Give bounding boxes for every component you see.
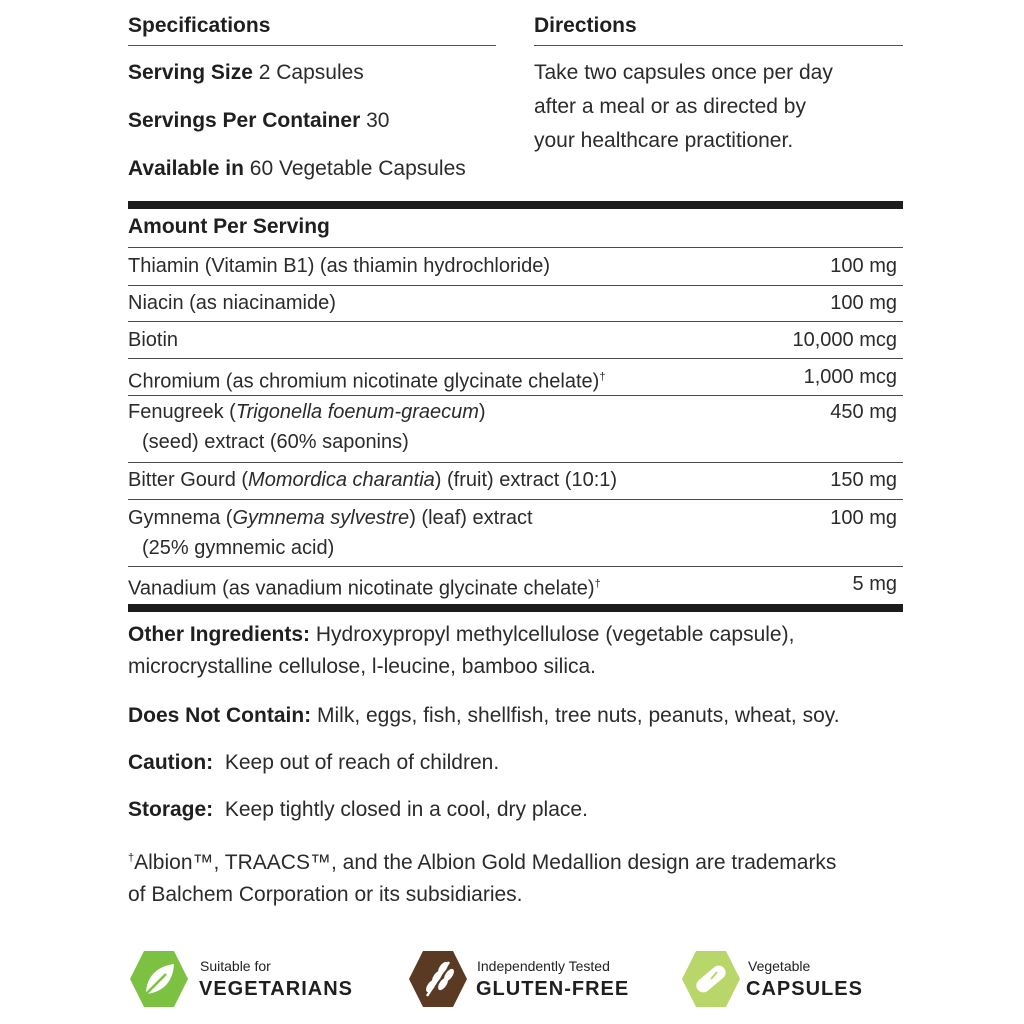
directions-line: after a meal or as directed by <box>534 95 806 118</box>
other-ingredients <box>128 619 928 683</box>
table-divider <box>128 247 903 248</box>
ingredient-amount: 100 mg <box>830 507 897 529</box>
does-not-contain <box>128 700 928 732</box>
badge-caption: Independently Tested <box>477 958 610 974</box>
badge-caption: Vegetable <box>748 958 811 974</box>
ingredient-name-continued: (seed) extract (60% saponins) <box>142 431 409 453</box>
badge-title: CAPSULES <box>746 978 863 1000</box>
serving-size-label: Serving Size <box>128 61 253 84</box>
storage <box>128 794 928 826</box>
storage-label: Storage: <box>128 798 214 821</box>
caution-label: Caution: <box>128 751 214 774</box>
amount-per-serving-heading: Amount Per Serving <box>128 215 330 238</box>
vegetarian-badge <box>128 946 378 1010</box>
other-ingredients-label: Other Ingredients: <box>128 623 311 646</box>
ingredient-name: Chromium (as chromium nicotinate glycinate chelate)† <box>128 370 606 393</box>
serving-size <box>128 61 364 85</box>
does-not-contain-text: Milk, eggs, fish, shellfish, tree nuts, peanuts, wheat, soy. <box>317 704 840 727</box>
ingredient-name: Gymnema (Gymnema sylvestre) (leaf) extract <box>128 507 533 529</box>
servings-per-container-value: 30 <box>366 109 390 132</box>
available-in <box>128 157 466 181</box>
does-not-contain-label: Does Not Contain: <box>128 704 312 727</box>
specifications-heading: Specifications <box>128 14 271 37</box>
caution-text: Keep out of reach of children. <box>224 751 500 774</box>
dagger-mark: † <box>599 371 606 383</box>
gluten-free-badge <box>407 946 657 1010</box>
available-in-label: Available in <box>128 157 244 180</box>
servings-per-container <box>128 109 389 133</box>
facts-top-bar <box>128 201 903 209</box>
dagger-mark: † <box>128 852 135 864</box>
ingredient-name: Bitter Gourd (Momordica charantia) (fruit) extract (10:1) <box>128 469 618 491</box>
specifications-divider <box>128 45 496 46</box>
dagger-mark: † <box>594 578 601 590</box>
servings-per-container-label: Servings Per Container <box>128 109 361 132</box>
ingredient-name: Biotin <box>128 329 179 351</box>
table-divider <box>128 499 903 500</box>
storage-text: Keep tightly closed in a cool, dry place. <box>224 798 588 821</box>
other-ingredients-text: microcrystalline cellulose, l-leucine, bamboo silica. <box>128 655 597 678</box>
ingredient-amount: 5 mg <box>852 573 897 595</box>
directions-line: Take two capsules once per day <box>534 61 833 84</box>
ingredient-name: Fenugreek (Trigonella foenum-graecum) <box>128 401 486 423</box>
directions-heading: Directions <box>534 14 637 37</box>
ingredient-name: Vanadium (as vanadium nicotinate glycinate chelate)† <box>128 577 601 600</box>
badge-caption: Suitable for <box>200 958 271 974</box>
trademark-notice: †Albion™, TRAACS™, and the Albion Gold Medallion design are trademarks of Balchem Corporation or its subsidiaries. <box>128 851 837 906</box>
ingredient-name-continued: (25% gymnemic acid) <box>142 537 335 559</box>
table-divider <box>128 285 903 286</box>
directions-divider <box>534 45 903 46</box>
wheat-icon <box>407 948 469 1010</box>
table-divider <box>128 462 903 463</box>
ingredient-name: Niacin (as niacinamide) <box>128 292 336 314</box>
badge-title: GLUTEN-FREE <box>476 978 630 1000</box>
table-divider <box>128 321 903 322</box>
available-in-value: 60 Vegetable Capsules <box>249 157 466 180</box>
ingredient-amount: 10,000 mcg <box>792 329 897 351</box>
ingredient-amount: 100 mg <box>830 255 897 277</box>
capsule-icon <box>680 948 742 1010</box>
ingredient-name: Thiamin (Vitamin B1) (as thiamin hydrochloride) <box>128 255 551 277</box>
vegetable-capsules-badge <box>680 946 900 1010</box>
facts-bottom-bar <box>128 604 903 612</box>
table-divider <box>128 395 903 396</box>
badge-title: VEGETARIANS <box>199 978 353 1000</box>
leaf-icon <box>128 948 190 1010</box>
ingredient-amount: 450 mg <box>830 401 897 423</box>
serving-size-value: 2 Capsules <box>258 61 364 84</box>
caution <box>128 747 928 779</box>
other-ingredients-text: Hydroxypropyl methylcellulose (vegetable capsule), <box>315 623 795 646</box>
ingredient-amount: 1,000 mcg <box>803 366 897 388</box>
table-divider <box>128 358 903 359</box>
directions-line: your healthcare practitioner. <box>534 129 794 152</box>
ingredient-amount: 100 mg <box>830 292 897 314</box>
ingredient-amount: 150 mg <box>830 469 897 491</box>
table-divider <box>128 566 903 567</box>
